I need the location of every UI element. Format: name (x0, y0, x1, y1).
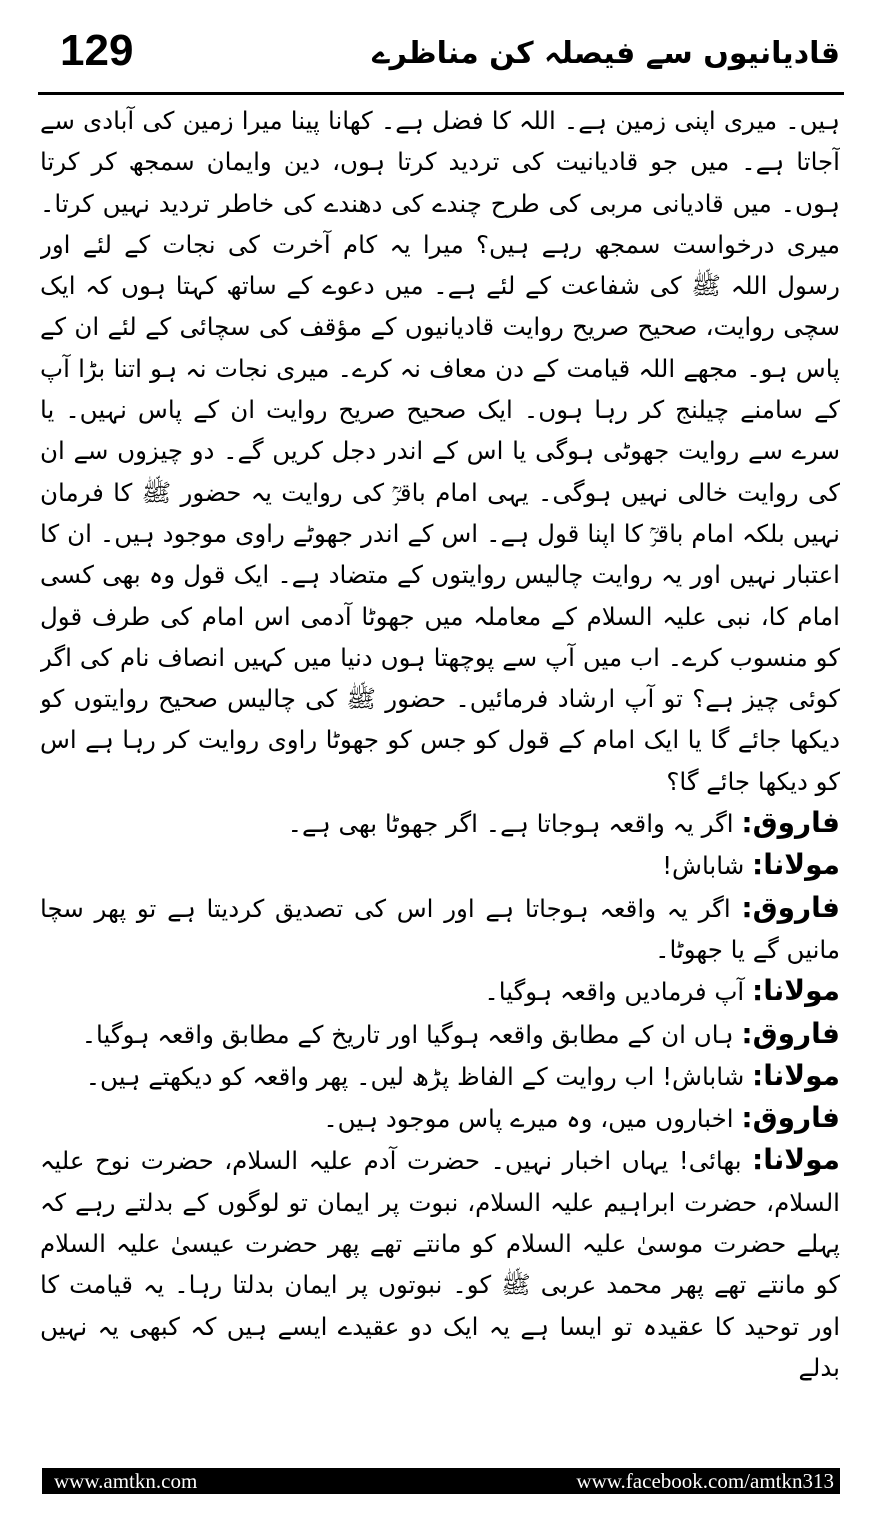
dialogue-text: اخباروں میں، وہ میرے پاس موجود ہیں۔ (323, 1104, 734, 1134)
speaker-label: مولانا: (752, 1143, 840, 1177)
dialogue-line (40, 1097, 840, 1139)
page-header (40, 18, 840, 88)
book-title: قادیانیوں سے فیصلہ کن مناظرے (372, 36, 840, 71)
dialogue-text: شاباش! اب روایت کے الفاظ پڑھ لیں۔ پھر واقعہ کو دیکھتے ہیں۔ (85, 1061, 745, 1091)
page-number: 129 (60, 26, 134, 75)
facebook-link[interactable]: www.facebook.com/amtkn313 (576, 1469, 834, 1493)
speaker-label: مولانا: (752, 848, 840, 882)
dialogue-text: شاباش! (662, 851, 745, 881)
header-divider (38, 92, 844, 95)
speaker-label: فاروق: (741, 1016, 840, 1050)
speaker-label: فاروق: (741, 890, 840, 924)
dialogue-line (40, 1055, 840, 1097)
dialogue-text: بھائی! یہاں اخبار نہیں۔ حضرت آدم علیہ السلام، حضرت نوح علیہ السلام، حضرت ابراہیم علیہ السلام، نبوت پر ایمان تو لوگوں کے بدلتے رہے کہ پہلے حضرت موسیٰ علیہ السلام کو مانتے تھے پھر حضرت عیسیٰ علیہ السلام کو مانتے تھے پھر محمد عربی ﷺ کو۔ نبوتوں پر ایمان بدلتا رہا۔ یہ قیامت کا اور توحید کا عقیدہ تو ایسا ہے یہ ایک دو عقیدے ایسے ہیں کہ کبھی یہ نہیں بدلے (40, 1146, 840, 1382)
page-body (40, 100, 840, 1452)
dialogue-text: اگر یہ واقعہ ہوجاتا ہے۔ اگر جھوٹا بھی ہے۔ (287, 809, 734, 839)
website-link[interactable]: www.amtkn.com (54, 1469, 198, 1493)
dialogue-text: ہاں ان کے مطابق واقعہ ہوگیا اور تاریخ کے مطابق واقعہ ہوگیا۔ (81, 1019, 734, 1049)
dialogue-text: اگر یہ واقعہ ہوجاتا ہے اور اس کی تصدیق کردیتا ہے تو پھر سچا مانیں گے یا جھوٹا۔ (40, 893, 840, 964)
dialogue-text: آپ فرمادیں واقعہ ہوگیا۔ (484, 977, 745, 1007)
dialogue-line (40, 1013, 840, 1055)
dialogue-line (40, 970, 840, 1012)
body-paragraph: ہیں۔ میری اپنی زمین ہے۔ اللہ کا فضل ہے۔ کھانا پینا میرا زمین کی آبادی سے آجاتا ہے۔ میں جو قادیانیت کی تردید کرتا ہوں، دین وایمان سمجھ کر کرتا ہوں۔ میں قادیانی مربی کی طرح چندے کی دھندے کی خاطر تردید نہیں کرتا۔ میری درخواست سمجھ رہے ہیں؟ میرا یہ کام آخرت کی نجات کے لئے اور رسول اللہ ﷺ کی شفاعت کے لئے ہے۔ میں دعوے کے ساتھ کہتا ہوں کہ ایک سچی روایت، صحیح صریح روایت قادیانیوں کے مؤقف کی سچائی کے لئے ان کے پاس ہو۔ مجھے اللہ قیامت کے دن معاف نہ کرے۔ میری نجات نہ ہو اتنا بڑا آپ کے سامنے چیلنج کر رہا ہوں۔ ایک صحیح صریح روایت ان کے پاس نہیں۔ یا سرے سے روایت جھوٹی ہوگی یا اس کے اندر دجل کریں گے۔ دو چیزوں سے ان کی روایت خالی نہیں ہوگی۔ یہی امام باقرؒ کی روایت یہ حضور ﷺ کا فرمان نہیں بلکہ امام باقرؒ کا اپنا قول ہے۔ اس کے اندر جھوٹے راوی موجود ہیں۔ ان کا اعتبار نہیں اور یہ روایت چالیس روایتوں کے متضاد ہے۔ ایک قول وہ بھی کسی امام کا، نبی علیہ السلام کے معاملہ میں جھوٹا آدمی اس امام کی طرف قول کو منسوب کرے۔ اب میں آپ سے پوچھتا ہوں دنیا میں کہیں انصاف نام کی اگر کوئی چیز ہے؟ تو آپ ارشاد فرمائیں۔ حضور ﷺ کی چالیس صحیح روایتوں کو دیکھا جائے گا یا ایک امام کے قول کو جس کو جھوٹا راوی روایت کر رہا ہے اس کو دیکھا جائے گا؟ (40, 106, 840, 796)
dialogue-line (40, 844, 840, 886)
speaker-label: مولانا: (752, 974, 840, 1008)
dialogue-line (40, 887, 840, 971)
page-footer (42, 1468, 840, 1494)
dialogue-line (40, 802, 840, 844)
speaker-label: فاروق: (741, 1101, 840, 1135)
speaker-label: مولانا: (752, 1058, 840, 1092)
dialogue-line (40, 1139, 840, 1388)
speaker-label: فاروق: (741, 806, 840, 840)
